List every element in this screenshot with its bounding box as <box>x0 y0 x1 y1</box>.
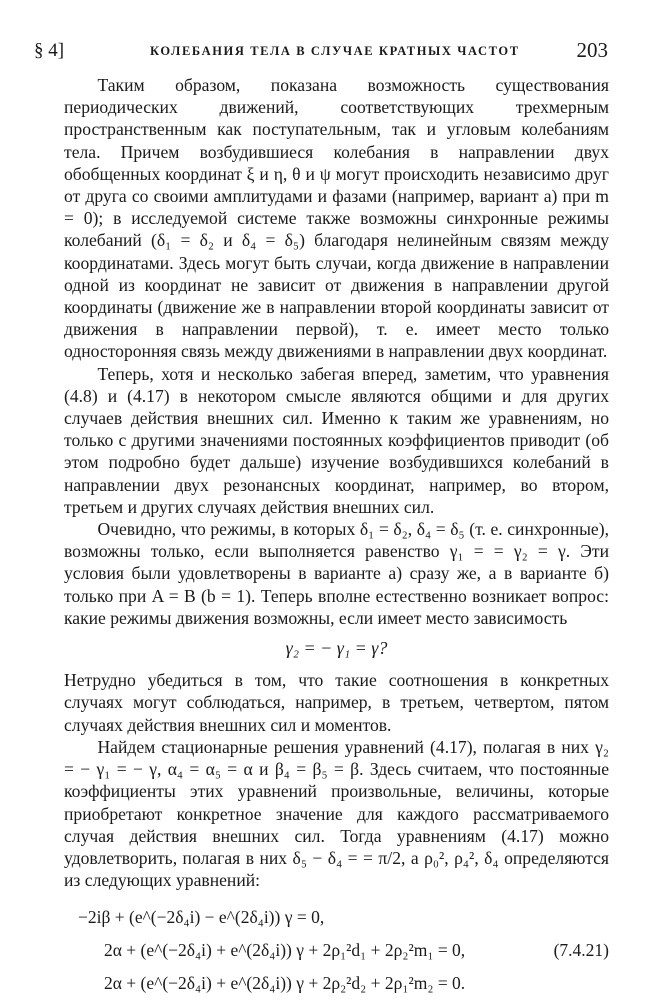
paragraph: Очевидно, что режимы, в которых δ₁ = δ₂, δ₄ = δ₅ (т. е. синхронные), возможны только, если выполняется равенство γ₁ = = γ₂ = γ. Эти условия были удовлетворены в варианте а) сразу же, а в варианте б) только при A = B (b = 1). Теперь вполне естественно возникает вопрос: какие режимы движения возможны, если имеет место зависимость <box>64 519 609 628</box>
page-number: 203 <box>576 38 608 62</box>
equation-number: (7.4.21) <box>553 940 609 961</box>
paragraph: Теперь, хотя и несколько забегая вперед, заметим, что уравнения (4.8) и (4.17) в некотором смысле являются общими и для других случаев действия внешних сил. Именно к таким же уравнениям, но только с другими значениями постоянных коэффициентов приводит (об этом подробно будет дальше) изучение возбудившихся колебаний в направлении двух резонансных координат, например, во втором, третьем и других случаях действия внешних сил. <box>64 363 609 517</box>
equation: −2iβ + (e^(−2δ₄i) − e^(2δ₄i)) γ = 0, <box>78 907 325 928</box>
running-title: КОЛЕБАНИЯ ТЕЛА В СЛУЧАЕ КРАТНЫХ ЧАСТОТ <box>150 44 520 58</box>
equation-line <box>64 901 609 934</box>
paragraph: Таким образом, показана возможность существования периодических движений, соответствующих трехмерным пространственным как поступательным, так и угловым колебаниям тела. Причем возбудившиеся колебания в направлении двух обобщенных координат ξ и η, θ и ψ могут происходить независимо друг от друга со своими амплитудами и фазами (например, вариант а) при m = 0); в исследуемой системе также возможны синхронные режимы колебаний (δ₁ = δ₂ и δ₄ = δ₅) благодаря нелинейным связям между координатами. Здесь могут быть случаи, когда движение в направлении одной из координат не зависит от движения в направлении другой координаты (движение же в направлении второй координаты зависит от движения в направлении первой), т. е. имеет место только односторонняя связь между движениями в направлении двух координат. <box>64 75 609 362</box>
paragraph: Нетрудно убедиться в том, что такие соотношения в конкретных случаях могут соблюдаться, например, в третьем, четвертом, пятом случаях действия внешних сил и моментов. <box>64 670 609 735</box>
equation: 2α + (e^(−2δ₄i) + e^(2δ₄i)) γ + 2ρ₂²d₂ + 2ρ₁²m₂ = 0. <box>104 973 466 994</box>
paragraph: Найдем стационарные решения уравнений (4.17), полагая в них γ₂ = − γ₁ = − γ, α₄ = α₅ = α и β₄ = β₅ = β. Здесь считаем, что постоянные коэффициенты этих уравнений произвольные, величины, которые приобретают конкретное значение для каждого рассматриваемого случая действия внешних сил. Тогда уравнениям (4.17) можно удовлетворить, полагая в них δ₅ − δ₄ = = π/2, а ρ₀², ρ₄², δ₄ определяются из следующих уравнений: <box>64 736 609 891</box>
equation: 2α + (e^(−2δ₄i) + e^(2δ₄i)) γ + 2ρ₁²d₁ + 2ρ₂²m₁ = 0, <box>104 940 466 961</box>
equation-system <box>64 901 609 1000</box>
display-formula: γ₂ = − γ₁ = γ? <box>285 638 388 659</box>
section-reference: § 4] <box>34 40 65 61</box>
body-text <box>64 74 609 1000</box>
equation-line <box>64 934 609 967</box>
equation-line <box>64 967 609 1000</box>
page-header <box>34 38 608 66</box>
